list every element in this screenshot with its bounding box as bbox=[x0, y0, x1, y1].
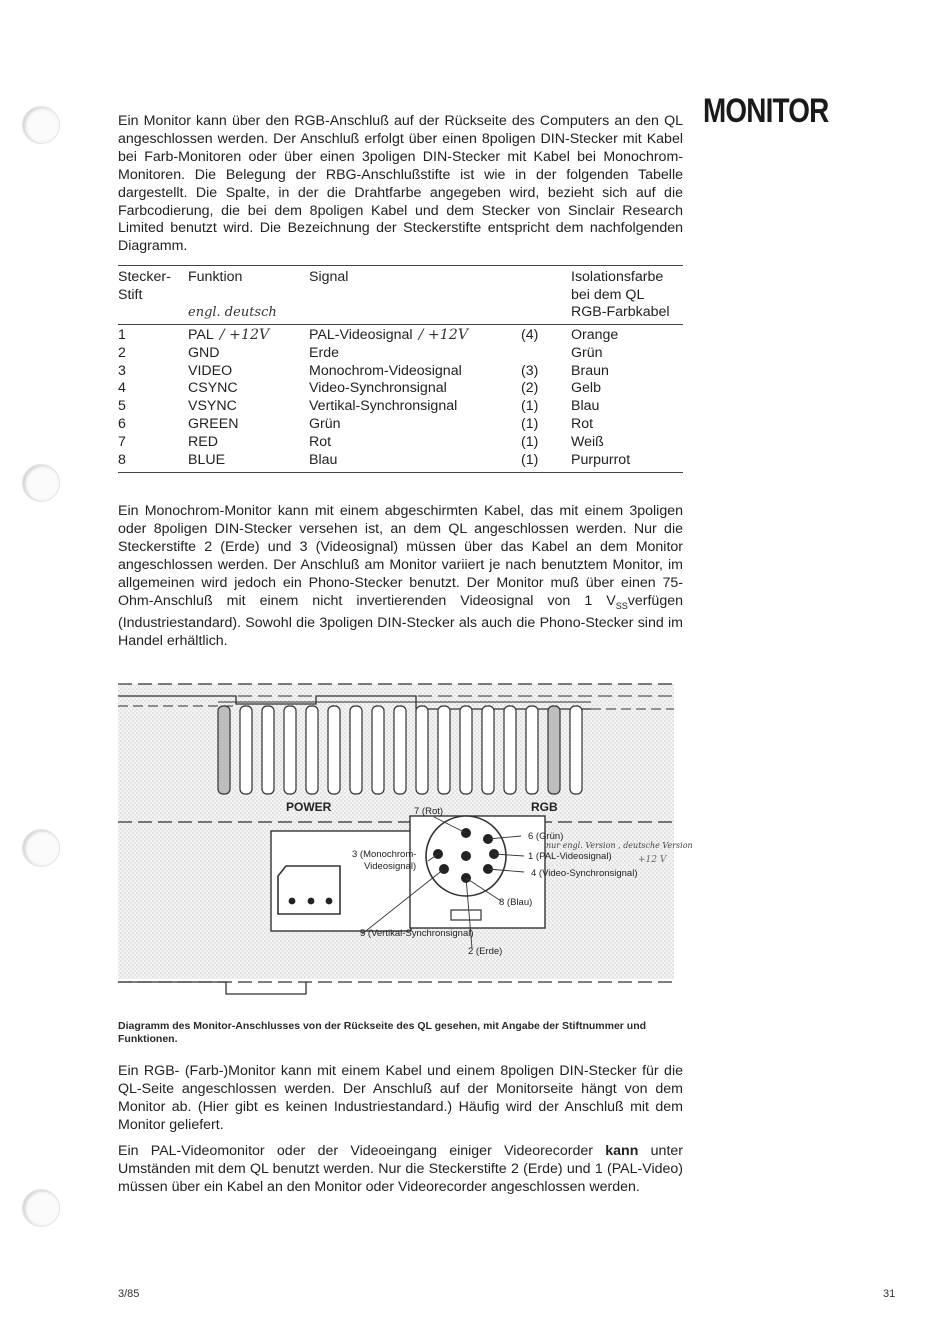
pin-number-text: 5 bbox=[118, 398, 126, 415]
power-pin bbox=[289, 898, 296, 905]
pin8-label: 8 (Blau) bbox=[499, 897, 533, 908]
pin-function bbox=[188, 363, 309, 381]
pin-count bbox=[521, 325, 571, 345]
pin-signal bbox=[309, 416, 521, 434]
pin-count bbox=[521, 380, 571, 398]
pin5-label: 5 (Vertikal-Synchronsignal) bbox=[360, 928, 474, 939]
section-title: MONITOR bbox=[703, 92, 829, 130]
pin-count bbox=[521, 434, 571, 452]
page-number: 31 bbox=[883, 1288, 896, 1300]
pin-count bbox=[521, 398, 571, 416]
pin-row bbox=[118, 416, 683, 434]
wire-color-text: Rot bbox=[571, 415, 594, 432]
power-pin bbox=[308, 898, 315, 905]
wire-color-text: Blau bbox=[571, 398, 600, 415]
pal-text-a: Ein PAL-Videomonitor oder der Videoeingang einiger Videorecorder bbox=[118, 1143, 606, 1159]
power-socket bbox=[278, 866, 340, 914]
pin-rows bbox=[118, 325, 683, 473]
header-spacer bbox=[521, 266, 571, 305]
pin-number-text: 3 bbox=[118, 362, 126, 379]
pin-count bbox=[521, 345, 571, 363]
pin-function bbox=[188, 325, 309, 345]
diagram-caption: Diagramm des Monitor-Anschlusses von der Rückseite des QL gesehen, mit Angabe der Stiftnummer und Funktionen. bbox=[118, 1020, 647, 1045]
pin-signal bbox=[309, 452, 521, 473]
header-blank bbox=[521, 304, 571, 325]
pin-function-text: GREEN bbox=[188, 415, 239, 432]
pin-signal-text: Rot bbox=[309, 433, 332, 450]
power-pin bbox=[326, 898, 333, 905]
pin3-label-a: 3 (Monochrom- bbox=[352, 849, 417, 860]
pin-function bbox=[188, 380, 309, 398]
pin-number-text: 2 bbox=[118, 344, 126, 361]
pin-signal bbox=[309, 398, 521, 416]
punch-hole-4 bbox=[22, 1189, 60, 1227]
pin-count bbox=[521, 416, 571, 434]
pin-function-text: BLUE bbox=[188, 451, 226, 468]
pin-number-text: 7 bbox=[118, 433, 126, 450]
pin-signal-text: Vertikal-Synchronsignal bbox=[309, 398, 458, 415]
pin-count-text: (1) bbox=[521, 433, 539, 450]
pin-row bbox=[118, 345, 683, 363]
pin-number bbox=[118, 434, 188, 452]
pin-number bbox=[118, 416, 188, 434]
pin-function bbox=[188, 416, 309, 434]
pin-function-text: VIDEO bbox=[188, 362, 233, 379]
pin-signal-text: Erde bbox=[309, 344, 339, 361]
mono-subscript: SS bbox=[615, 600, 628, 611]
pin-signal bbox=[309, 325, 521, 345]
footer-date: 3/85 bbox=[118, 1288, 140, 1300]
wire-color-text: Braun bbox=[571, 362, 609, 379]
intro-paragraph: Ein Monitor kann über den RGB-Anschluß auf der Rückseite des Computers an den QL angeschlossen werden. Der Anschluß erfolgt über einen 8poligen DIN-Stecker mit Kabel bei Farb-Monitoren oder über einen 3poligen DIN-Stecker mit Kabel bei Monochrom-Monitoren. Die Belegung der RBG-Anschlußstifte ist wie in der folgenden Tabelle dargestellt. Die Spalte, in der die Drahtfarbe angegeben wird, bezieht sich auf die Farbcodierung, die bei dem 8poligen Kabel und dem Stecker von Sinclair Research Limited benutzt wird. Die Bezeichnung der Steckerstifte entspricht dem nachfolgenden Diagramm. bbox=[118, 113, 683, 255]
pin-count-text: (1) bbox=[521, 415, 539, 432]
pin-signal bbox=[309, 363, 521, 381]
pin-function-text: VSYNC bbox=[188, 398, 237, 415]
monitor-connector-diagram bbox=[116, 676, 693, 1006]
header-isolationsfarbe: Isolationsfarbe bei dem QL RGB-Farbkabel bbox=[571, 269, 670, 320]
pin-number-text: 4 bbox=[118, 380, 126, 397]
handwritten-annotation: nur engl. Version , deutsche Version bbox=[546, 841, 693, 850]
wire-color bbox=[571, 363, 683, 381]
pin-number bbox=[118, 363, 188, 381]
pal-paragraph bbox=[118, 1143, 683, 1197]
wire-color-text: Orange bbox=[571, 327, 619, 343]
pin-number-text: 8 bbox=[118, 451, 126, 468]
pin-number bbox=[118, 345, 188, 363]
pin-signal-text: PAL-Videosignal bbox=[309, 327, 413, 343]
pin-row bbox=[118, 380, 683, 398]
pin-count-text: (4) bbox=[521, 327, 539, 343]
case-outline bbox=[118, 982, 306, 994]
pin-function-text: CSYNC bbox=[188, 380, 238, 397]
pin4-label: 4 (Video-Synchronsignal) bbox=[531, 868, 638, 879]
wire-color bbox=[571, 345, 683, 363]
pin-number bbox=[118, 380, 188, 398]
wire-color bbox=[571, 380, 683, 398]
pin-count-text: (2) bbox=[521, 380, 539, 397]
pin-count-text: (1) bbox=[521, 398, 539, 415]
pin-number bbox=[118, 325, 188, 345]
wire-color bbox=[571, 325, 683, 345]
pin-function-text: GND bbox=[188, 344, 220, 361]
pin-number-text: 6 bbox=[118, 415, 126, 432]
pin-count bbox=[521, 452, 571, 473]
header-stift: Stecker- Stift bbox=[118, 269, 171, 303]
pin-row bbox=[118, 363, 683, 381]
punch-hole-3 bbox=[22, 829, 60, 867]
pin-function bbox=[188, 398, 309, 416]
wire-color-text: Grün bbox=[571, 344, 603, 361]
handwritten-note: / +12V bbox=[418, 327, 469, 343]
pin-function bbox=[188, 345, 309, 363]
wire-color-text: Weiß bbox=[571, 433, 604, 450]
pin-signal bbox=[309, 434, 521, 452]
power-label: POWER bbox=[286, 800, 332, 814]
wire-color bbox=[571, 398, 683, 416]
rgb-label: RGB bbox=[531, 800, 558, 814]
rgb-paragraph: Ein RGB- (Farb-)Monitor kann mit einem Kabel und einem 8poligen DIN-Stecker für die QL-Seite angeschlossen werden. Der Anschluß auf der Monitorseite hängt von dem Monitor ab. (Hier gibt es keinen Industriestandard.) Häufig wird der Anschluß mit dem Monitor geliefert. bbox=[118, 1063, 683, 1133]
wire-color-text: Purpurrot bbox=[571, 451, 631, 468]
pin3-label-b: Videosignal) bbox=[364, 861, 417, 872]
pin-number-text: 1 bbox=[118, 327, 126, 343]
header-blank bbox=[309, 304, 521, 325]
wire-color bbox=[571, 452, 683, 473]
pin-function bbox=[188, 452, 309, 473]
header-signal: Signal bbox=[309, 269, 349, 285]
pin-signal-text: Video-Synchronsignal bbox=[309, 380, 447, 397]
pin-assignment-table bbox=[118, 265, 683, 473]
header-funktion: Funktion bbox=[188, 269, 243, 285]
punch-hole-2 bbox=[22, 464, 60, 502]
pin-signal-text: Blau bbox=[309, 451, 338, 468]
wire-color bbox=[571, 416, 683, 434]
pal-text-b: unter Umständen mit dem QL benutzt werden. Nur die Steckerstifte 2 (Erde) und 1 (PAL-Video) müssen über ein Kabel an den Monitor oder Videorecorder angeschlossen werden. bbox=[118, 1143, 684, 1195]
wire-color bbox=[571, 434, 683, 452]
handwritten-note: engl. deutsch bbox=[188, 305, 277, 320]
pin-function-text: RED bbox=[188, 433, 218, 450]
pin-signal-text: Monochrom-Videosignal bbox=[309, 362, 462, 379]
pin7-label: 7 (Rot) bbox=[414, 806, 444, 817]
handwritten-note: / +12V bbox=[219, 327, 270, 343]
header-blank bbox=[118, 304, 188, 325]
pin-row bbox=[118, 398, 683, 416]
pin-number bbox=[118, 398, 188, 416]
mono-text-b: verfügen (Industriestandard). Sowohl die 3poligen DIN-Stecker als auch die Phono-Stecker sind im Handel erhältlich. bbox=[118, 592, 683, 650]
pin-signal bbox=[309, 345, 521, 363]
punch-hole-1 bbox=[22, 106, 60, 144]
mono-text-a: Ein Monochrom-Monitor kann mit einem abgeschirmten Kabel, das mit einem 3poligen oder 8poligen DIN-Stecker versehen ist, an dem QL angeschlossen werden. Nur die Steckerstifte 2 (Erde) und 3 (Videosignal) müssen über das Kabel an dem Monitor angeschlossen werden. Der Anschluß am Monitor variiert je nach benutztem Monitor, im allgemeinen wird jedoch ein Phono-Stecker benutzt. Der Monitor muß über einen 75-Ohm-Anschluß mit einem nicht invertierenden Videosignal von 1 V bbox=[118, 503, 683, 609]
din-key bbox=[451, 910, 481, 920]
wire-color-text: Gelb bbox=[571, 380, 601, 397]
monochrome-paragraph bbox=[118, 503, 683, 651]
pin-count-text: (1) bbox=[521, 451, 539, 468]
pin-function-text: PAL bbox=[188, 327, 214, 343]
pin1-label: 1 (PAL-Videosignal) bbox=[528, 851, 612, 862]
pin-number bbox=[118, 452, 188, 473]
pin-signal-text: Grün bbox=[309, 415, 341, 432]
pin-row bbox=[118, 434, 683, 452]
pin-function bbox=[188, 434, 309, 452]
pin2-label: 2 (Erde) bbox=[468, 946, 503, 957]
pin6-label: 6 (Grün) bbox=[528, 831, 564, 842]
pin-row bbox=[118, 452, 683, 473]
pin-count-text: (3) bbox=[521, 362, 539, 379]
handwritten-annotation: +12 V bbox=[638, 855, 667, 865]
pin-signal bbox=[309, 380, 521, 398]
vent-fins bbox=[218, 706, 582, 794]
pin-row bbox=[118, 325, 683, 345]
pin-count bbox=[521, 363, 571, 381]
pal-text-bold: kann bbox=[605, 1143, 639, 1159]
